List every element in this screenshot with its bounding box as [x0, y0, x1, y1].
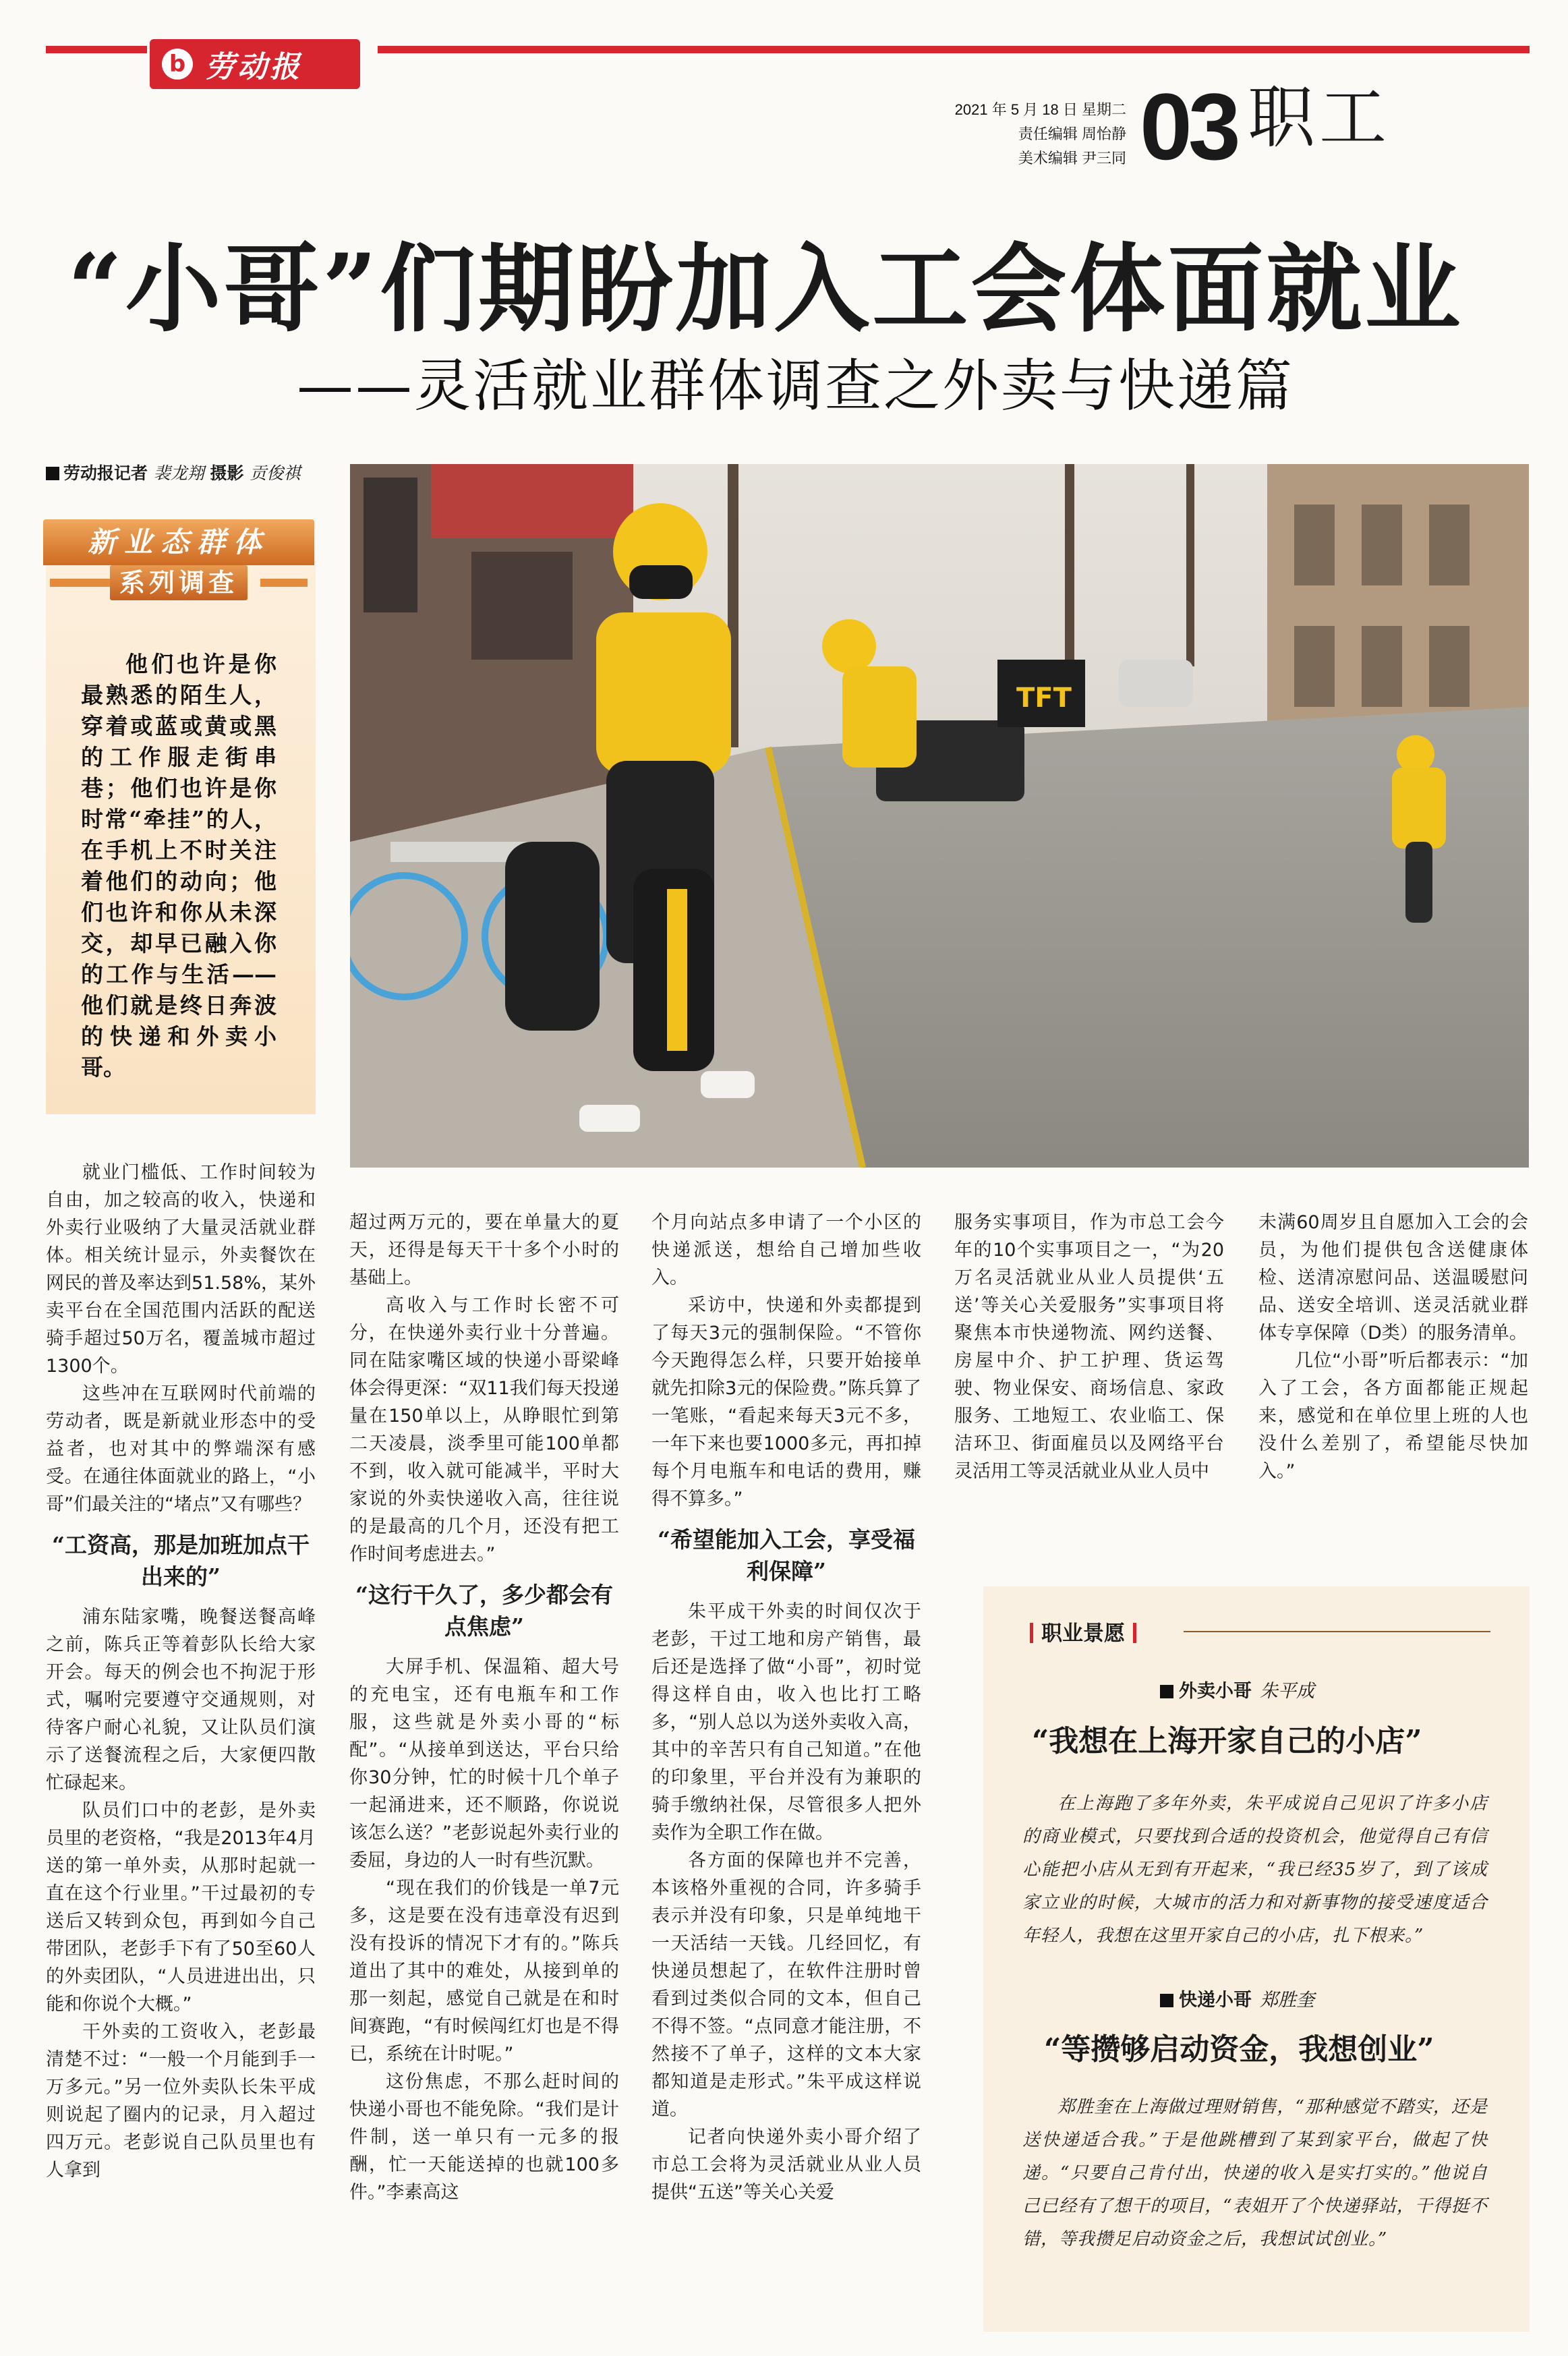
profile-2-text: 郑胜奎在上海做过理财销售，“那种感觉不踏实，还是送快递适合我。”于是他跳槽到了某到家平台，做起了快递。“只要自己肯付出，快递的收入是实打实的。”他说自己已经有了想干的项目，“表姐开了个快递驿站，干得挺不错，等我攒足启动资金之后，我想试试创业。”: [1022, 2097, 1488, 2249]
editor-credit: 责任编辑 周怡静: [1018, 125, 1126, 142]
paragraph: 大屏手机、保温箱、超大号的充电宝，还有电瓶车和工作服，这些就是外卖小哥的“标配”。“从接单到送达，平台只给你30分钟，忙的时候十几个单子一起涌进来，还不顺路，你说说该怎么送？”老彭说起外卖行业的委屈，身边的人一时有些沉默。: [349, 1657, 619, 1871]
article-column-2: [349, 1209, 619, 2206]
series-subtag: 系列调查: [43, 565, 314, 600]
series-tag: 新业态群体: [43, 519, 314, 565]
photographer-name: 贡俊祺: [250, 463, 301, 483]
paragraph: 高收入与工作时长密不可分，在快递外卖行业十分普遍。同在陆家嘴区域的快递小哥梁峰体会得更深：“双11我们每天投递量在150单以上，从睁眼忙到第二天凌晨，淡季里可能100单都不到，收入就可能减半，平时大家说的外卖快递收入高，往往说的是最高的几个月，还没有把工作时间考虑进去。”: [349, 1295, 619, 1565]
section-heading: “这行干久了，多少都会有点焦虑”: [355, 1582, 613, 1640]
paragraph: 这份焦虑，不那么赶时间的快递小哥也不能免除。“我们是计件制，送一单只有一元多的报酬，忙一天能送掉的也就100多件。”李素高这: [349, 2071, 619, 2203]
profile-1-text: 在上海跑了多年外卖，朱平成说自己见识了许多小店的商业模式，只要找到合适的投资机会，他觉得自己有信心能把小店从无到有开起来，“我已经35岁了，到了该成家立业的时候，大城市的活力和对新事物的接受速度适合年轻人，我想在这里开家自己的小店，扎下根来。”: [1022, 1793, 1488, 1946]
article-column-5: [1258, 1209, 1528, 1485]
paragraph: 几位“小哥”听后都表示：“加入了工会，各方面都能正规起来，感觉和在单位里上班的人也没什么差别了，希望能尽快加入。”: [1258, 1350, 1528, 1482]
section-heading: “工资高，那是加班加点干出来的”: [52, 1532, 310, 1590]
paragraph: 超过两万元的，要在单量大的夏天，还得是每天干十多个小时的基础上。: [349, 1212, 619, 1288]
byline: 劳动报记者 裴龙翔 摄影 贡俊祺: [46, 460, 300, 484]
section-heading: “希望能加入工会，享受福利保障”: [658, 1526, 915, 1584]
series-intro-text: 他们也许是你最熟悉的陌生人，穿着或蓝或黄或黑的工作服走街串巷；他们也许是你时常“牵挂”的人，在手机上不时关注着他们的动向；他们也许和你从未深交，却早已融入你的工作与生活——他们就是终日奔波的快递和外卖小哥。: [81, 651, 277, 1081]
paragraph: 朱平成干外卖的时间仅次于老彭，干过工地和房产销售，最后还是选择了做“小哥”，初时觉得这样自由，收入也比打工略多，“别人总以为送外卖收入高，其中的辛苦只有自己知道。”在他的印象里，平台并没有为兼职的骑手缴纳社保，尽管很多人把外卖作为全职工作在做。: [651, 1601, 921, 1843]
byline-square-icon: [1160, 1685, 1173, 1698]
profile-2-byline: 快递小哥 郑胜奎: [1160, 1985, 1314, 2011]
logo-icon: b: [162, 49, 193, 80]
profile-2-headline: “等攒够启动资金，我想创业”: [1044, 2032, 1434, 2067]
byline-square-icon: [46, 467, 59, 480]
paragraph: 队员们口中的老彭，是外卖员里的老资格，“我是2013年4月送的第一单外卖，从那时起就一直在这个行业里。”干过最初的专送后又转到众包，再到如今自己带团队，老彭手下有了50至60人的外卖团队，“人员进进出出，只能和你说个大概。”: [46, 1800, 316, 2015]
paragraph: 浦东陆家嘴，晚餐送餐高峰之前，陈兵正等着彭队长给大家开会。每天的例会也不拘泥于形式，嘱咐完要遵守交通规则，对待客户耐心礼貌，又让队员们演示了送餐流程之后，大家便四散忙碌起来。: [46, 1607, 316, 1793]
article-column-4: [954, 1209, 1224, 1485]
logo-text: 劳动报: [205, 50, 302, 84]
paragraph: 就业门槛低、工作时间较为自由，加之较高的收入，快递和外卖行业吸纳了大量灵活就业群体。相关统计显示，外卖餐饮在网民的普及率达到51.58%，某外卖平台在全国范围内活跃的配送骑手超过50万名，覆盖城市超过1300个。: [46, 1162, 316, 1377]
sidebar-rule: [1184, 1631, 1490, 1632]
sidebar-tag: 职业景愿: [1022, 1616, 1144, 1646]
headline: “小哥”们期盼加入工会体面就业: [67, 233, 1463, 345]
subheadline: ——灵活就业群体调查之外卖与快递篇: [297, 353, 1295, 419]
page-number: 03: [1140, 74, 1237, 179]
paragraph: 记者向快递外卖小哥介绍了市总工会将为灵活就业从业人员提供“五送”等关心关爱: [651, 2127, 921, 2203]
article-column-3: [651, 1209, 921, 2206]
masthead-rule-right: [378, 46, 1530, 53]
byline-square-icon: [1160, 1994, 1173, 2007]
tag-bar-right: [1133, 1623, 1136, 1643]
article-column-1: [46, 1159, 316, 2184]
paragraph: 个月向站点多申请了一个小区的快递派送，想给自己增加些收入。: [651, 1212, 921, 1288]
issue-date: 2021 年 5 月 18 日 星期二: [954, 101, 1126, 118]
reporter-name: 裴龙翔: [153, 463, 204, 483]
masthead-rule-left: [46, 46, 147, 53]
paragraph: 干外卖的工资收入，老彭最清楚不过：“一般一个月能到手一万多元。”另一位外卖队长朱平成则说起了圈内的记录，月入超过四万元。老彭说自己队员里也有人拿到: [46, 2021, 316, 2181]
newspaper-logo: [150, 39, 360, 89]
paragraph: 服务实事项目，作为市总工会今年的10个实事项目之一，“为20万名灵活就业从业人员提供‘五送’等关心关爱服务”实事项目将聚焦本市快递物流、网约送餐、房屋中介、护工护理、货运驾驶、物业保安、商场信息、家政服务、工地短工、农业临工、保洁环卫、街面雇员以及网络平台灵活用工等灵活就业从业人员中: [954, 1212, 1224, 1482]
profile-1-byline: 外卖小哥 朱平成: [1160, 1676, 1314, 1702]
profile-1-headline: “我想在上海开家自己的小店”: [1032, 1724, 1422, 1758]
subtag-rule-right: [260, 579, 308, 587]
photo-illustration: [350, 464, 1529, 1168]
paragraph: 未满60周岁且自愿加入工会的会员，为他们提供包含送健康体检、送清凉慰问品、送温暖慰问品、送安全培训、送灵活就业群体专享保障（D类）的服务清单。: [1258, 1212, 1528, 1344]
paragraph: “现在我们的价钱是一单7元多，这是要在没有违章没有迟到没有投诉的情况下才有的。”陈兵道出了其中的难处，从接到单的那一刻起，感觉自己就是在和时间赛跑，“有时候闯红灯也是不得已，系统在计时呢。”: [349, 1878, 619, 2065]
news-photo-couriers: [350, 464, 1529, 1168]
paragraph: 各方面的保障也并不完善，本该格外重视的合同，许多骑手表示并没有印象，只是单纯地干一天活结一天钱。几经回忆，有快递员想起了，在软件注册时曾看到过类似合同的文本，但自己不得不签。“点同意才能注册，不然接不了单子，这样的文本大家都知道是走形式。”朱平成这样说道。: [651, 1850, 921, 2120]
section-title: 职工: [1248, 78, 1391, 157]
art-editor-credit: 美术编辑 尹三同: [1018, 150, 1126, 167]
paragraph: 这些冲在互联网时代前端的劳动者，既是新就业形态中的受益者，也对其中的弊端深有感受。在通往体面就业的路上，“小哥”们最关注的“堵点”又有哪些？: [46, 1383, 316, 1515]
paragraph: 采访中，快递和外卖都提到了每天3元的强制保险。“不管你今天跑得怎么样，只要开始接单就先扣除3元的保险费。”陈兵算了一笔账，“看起来每天3元不多，一年下来也要1000多元，再扣掉每个月电瓶车和电话的费用，赚得不算多。”: [651, 1295, 921, 1510]
tag-bar-left: [1030, 1623, 1033, 1643]
svg-text:TFT: TFT: [1016, 683, 1072, 714]
